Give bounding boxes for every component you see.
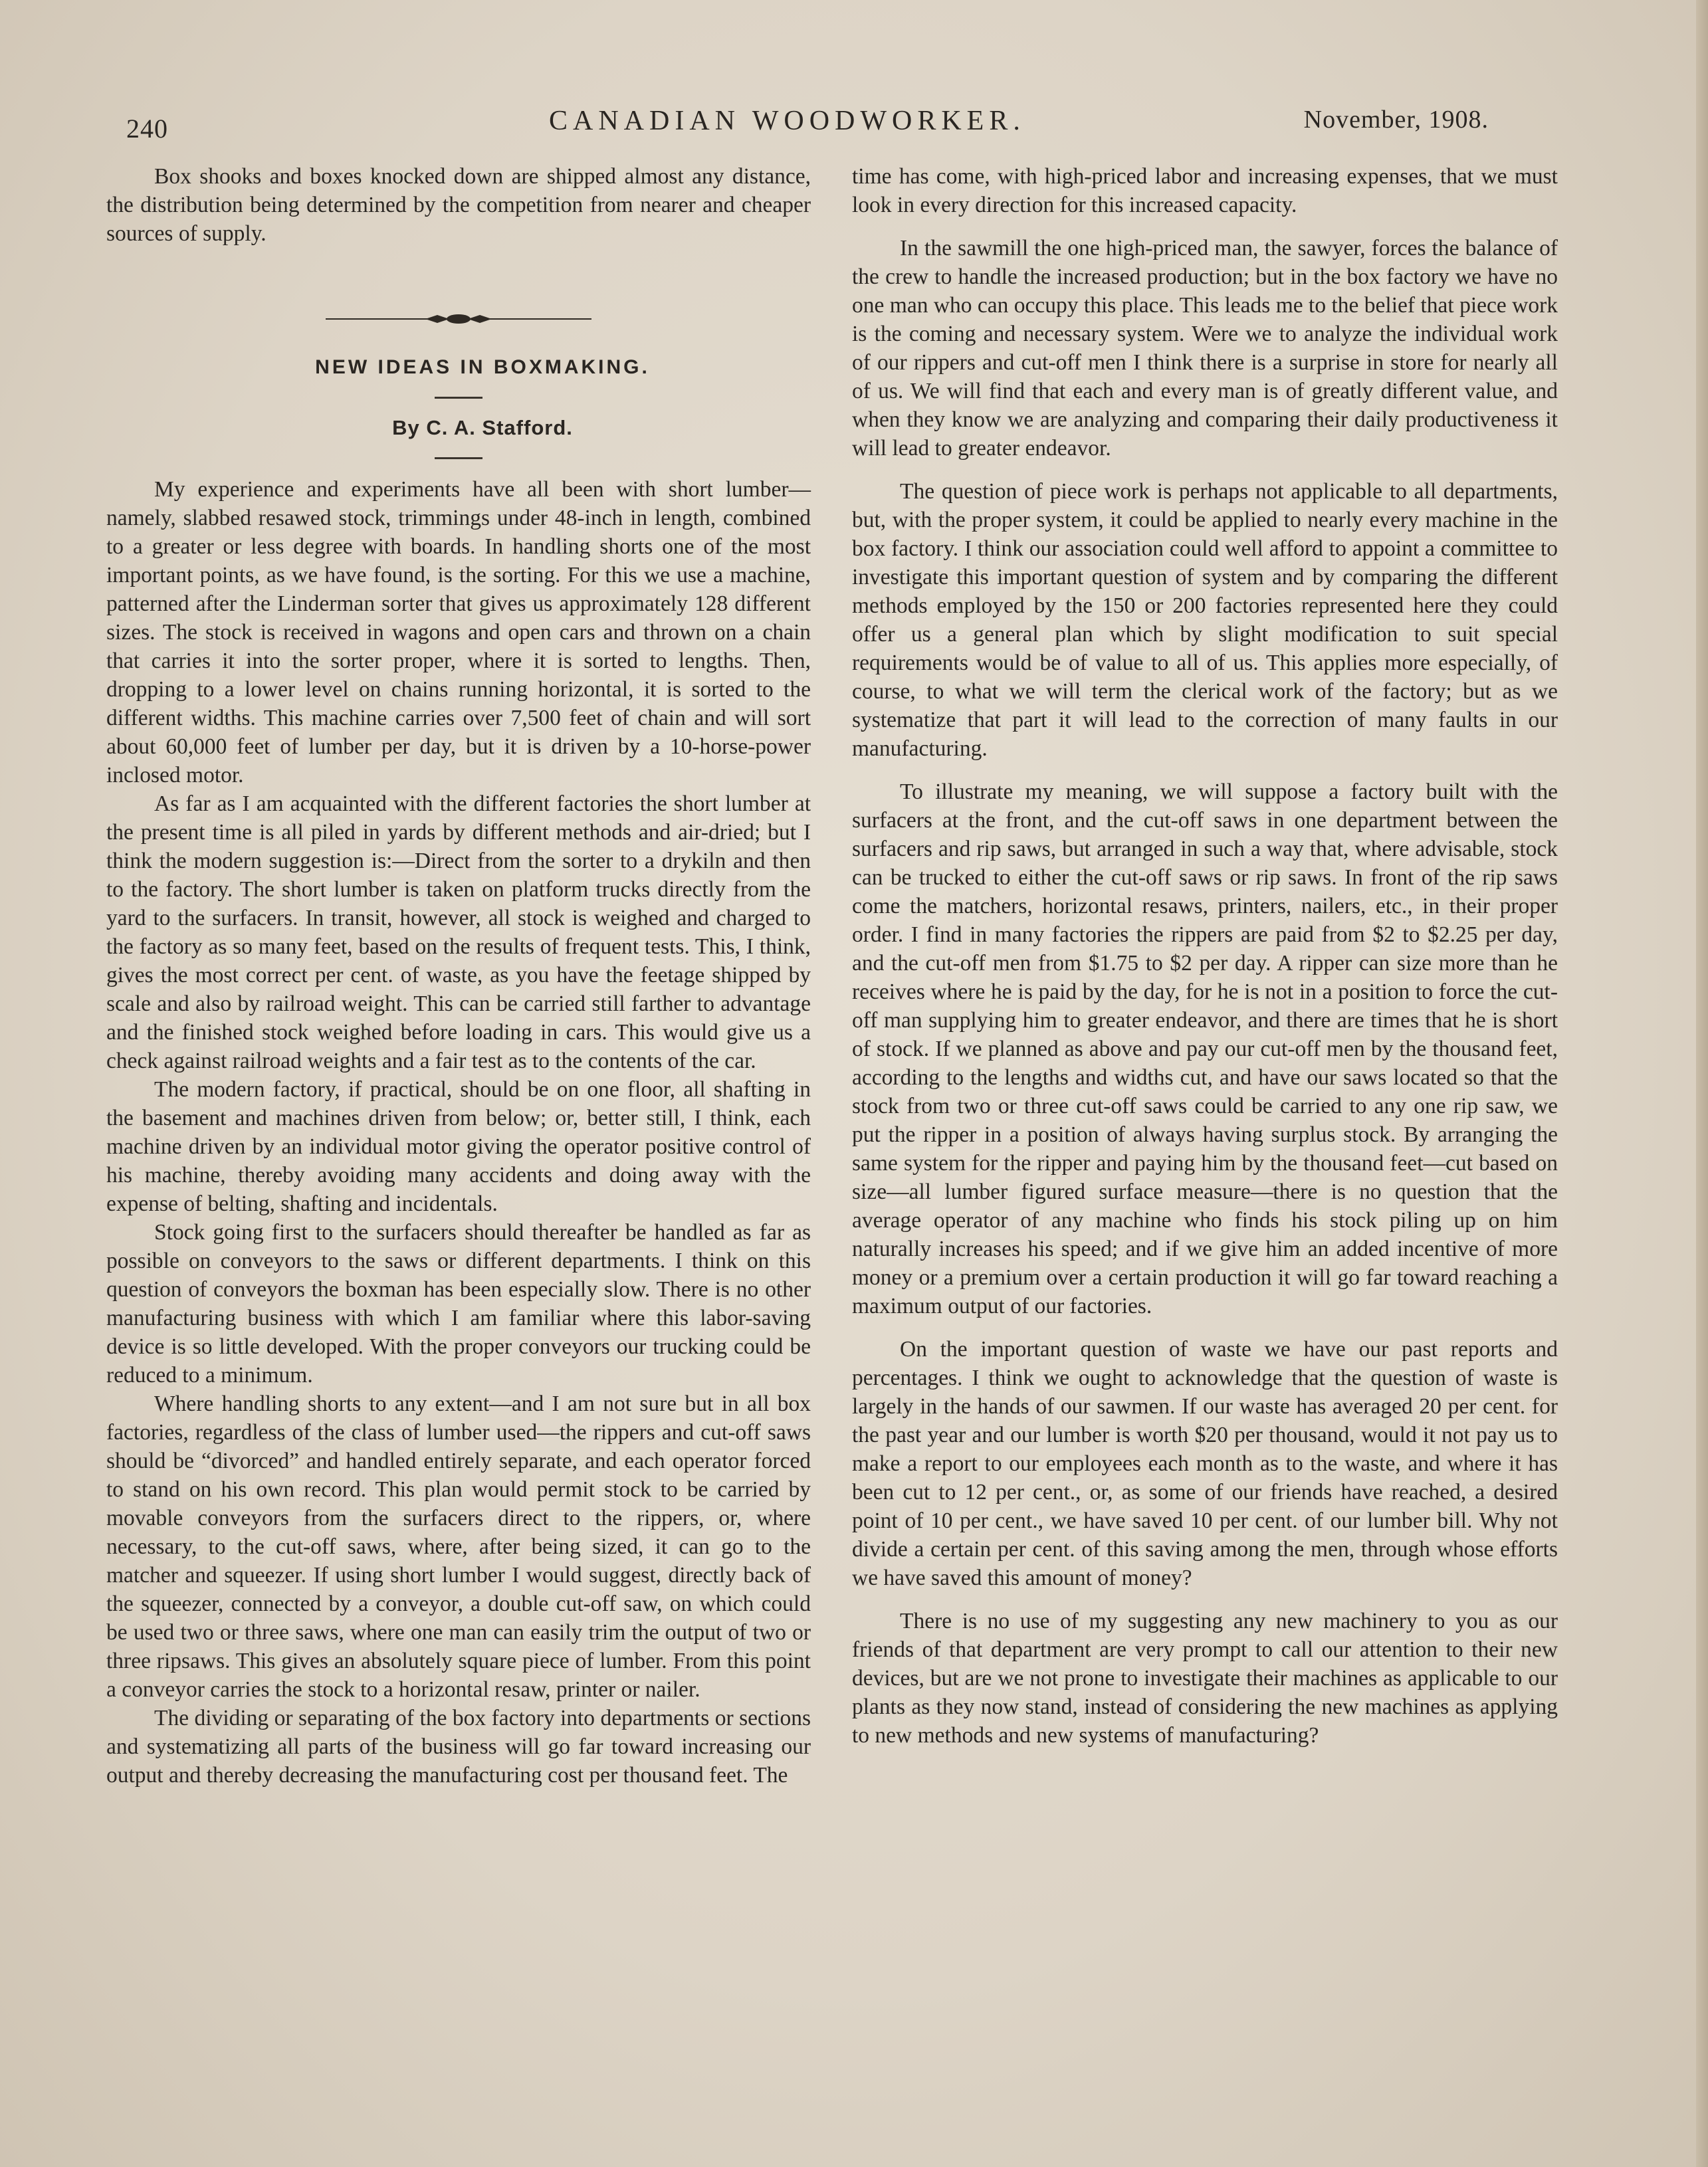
right-column — [852, 162, 1558, 1764]
body-paragraph: The modern factory, if practical, should be on one floor, all shafting in the basement and machines driven from below; or, better still, I think, each machine driven by an individual motor giving the operator positive control of his machine, thereby avoiding many accidents and doing away with the expense of belting, shafting and incidentals. — [106, 1077, 811, 1216]
left-column — [106, 162, 811, 1790]
body-paragraph: time has come, with high-priced labor and increasing expenses, that we must look in every direction for this increased capacity. — [852, 164, 1558, 217]
title-rule — [435, 397, 482, 399]
article-byline: By C. A. Stafford. — [392, 416, 573, 439]
body-paragraph: On the important question of waste we have our past reports and percentages. I think we ought to acknowledge that the question of waste is largely in the hands of our sawmen. If our waste has averaged 20 per cent. for the past year and our lumber is worth $20 per thousand, would it not pay us to make a report to our employees each month as to the waste, and where it has been cut to 12 per cent., or, as some of our friends have reached, a desired point of 10 per cent., we have saved 10 per cent. of our lumber bill. Why not divide a certain per cent. of this saving among the men, through whose efforts we have saved this amount of money? — [852, 1337, 1558, 1590]
body-paragraph: Where handling shorts to any extent—and I am not sure but in all box factories, regardless of the class of lumber used—the rippers and cut-off saws should be “divorced” and handled entirely separate, and each operator forced to stand on his own record. This plan would permit stock to be carried by movable conveyors from the surfacers direct to the rippers, or, where necessary, to the cut-off saws, where, after being sized, it can go to the matcher and squeezer. If using short lumber I would suggest, directly back of the squeezer, connected by a conveyor, a double cut-off saw, on which could be used two or three saws, where one man can easily trim the output of two or three ripsaws. This gives an absolutely square piece of lumber. From this point a conveyor carries the stock to a horizontal resaw, printer or nailer. — [106, 1392, 811, 1702]
byline-rule — [435, 457, 482, 459]
body-paragraph: Stock going first to the surfacers should thereafter be handled as far as possible on conveyors to the saws or different departments. I think on this question of conveyors the boxman has been especially slow. There is no other manufacturing business with which I am familiar where this labor-saving device is so little developed. With the proper conveyors our trucking could be reduced to a minimum. — [106, 1220, 811, 1388]
journal-title: CANADIAN WOODWORKER. — [549, 106, 1025, 136]
article-title: NEW IDEAS IN BOXMAKING. — [315, 356, 650, 378]
running-header — [126, 101, 1509, 144]
page-edge — [1696, 0, 1708, 2167]
body-paragraph: The dividing or separating of the box factory into departments or sections and systematizing all parts of the business will go far toward increasing our output and thereby decreasing the manufacturing cost per thousand feet. The — [106, 1706, 811, 1788]
issue-date: November, 1908. — [1303, 106, 1489, 134]
body-paragraph: My experience and experiments have all been with short lumber—namely, slabbed resawed stock, trimmings under 48-inch in length, combined to a greater or less degree with boards. In handling shorts one of the most important points, as we have found, is the sorting. For this we use a machine, patterned after the Linderman sorter that gives us approximately 128 different sizes. The stock is received in wagons and open cars and thrown on a chain that carries it into the sorter proper, where it is sorted to lengths. Then, dropping to a lower level on chains running horizontal, it is sorted to the different widths. This machine carries over 7,500 feet of chain and will sort about 60,000 feet of lumber per day, but it is driven by a 10-horse-power inclosed motor. — [106, 477, 811, 787]
ornament-divider — [326, 309, 591, 329]
body-paragraph: To illustrate my meaning, we will suppose a factory built with the surfacers at the front, and the cut-off saws in one department between the surfacers and rip saws, but arranged in such a way that, where advisable, stock can be trucked to either the cut-off saws or rip saws. In front of the rip saws come the matchers, horizontal resaws, printers, nailers, etc., in their proper order. I find in many factories the rippers are paid from $2 to $2.25 per day, and the cut-off men from $1.75 to $2 per day. A ripper can size more than he receives where he is paid by the day, for he is not in a position to force the cut-off man supplying him to greater endeavor, and there are times that he is short of stock. If we planned as above and pay our cut-off men by the thousand feet, according to the lengths and widths cut, and have our saws located so that the stock from two or three cut-off saws could be carried to any one rip saw, we put the ripper in a position of always having surplus stock. By arranging the same system for the ripper and paying him by the thousand feet—cut based on size—all lumber figured surface measure—there is no question that the average operator of any machine who finds his stock piling up on him naturally increases his speed; and if we give him an added incentive of more money or a premium over a certain production it will go far toward reaching a maximum output of our factories. — [852, 779, 1558, 1318]
body-paragraph: The question of piece work is perhaps not applicable to all departments, but, with the proper system, it could be applied to nearly every machine in the box factory. I think our association could well afford to appoint a committee to investigate this important question of system and by comparing the different methods employed by the 150 or 200 factories represented here they could offer us a general plan which by slight modification to suit special requirements would be of value to all of us. This applies more especially, of course, to what we will term the clerical work of the factory; but as we systematize that part it will lead to the correction of many faults in our manufacturing. — [852, 479, 1558, 761]
body-paragraph: As far as I am acquainted with the different factories the short lumber at the present time is all piled in yards by different methods and air-dried; but I think the modern suggestion is:—Direct from the sorter to a drykiln and then to the factory. The short lumber is taken on platform trucks directly from the yard to the surfacers. In transit, however, all stock is weighed and charged to the factory as so many feet, based on the results of frequent tests. This, I think, gives the most correct per cent. of waste, as you have the feetage shipped by scale and also by railroad weight. This can be carried still farther to advantage and the finished stock weighed before loading in cars. This would give us a check against railroad weights and a fair test as to the contents of the car. — [106, 791, 811, 1073]
body-paragraph: In the sawmill the one high-priced man, the sawyer, forces the balance of the crew to handle the increased production; but in the box factory we have no one man who can occupy this place. This leads me to the belief that piece work is the coming and necessary system. Were we to analyze the individual work of our rippers and cut-off men I think there is a surprise in store for nearly all of us. We will find that each and every man is of greatly different value, and when they know we are analyzing and comparing their daily productiveness it will lead to greater endeavor. — [852, 236, 1558, 461]
body-paragraph: There is no use of my suggesting any new machinery to you as our friends of that department are very prompt to call our attention to their new devices, but are we not prone to investigate their machines as applicable to our plants as they now stand, instead of considering the new machines as applying to new methods and new systems of manufacturing? — [852, 1609, 1558, 1748]
page-number: 240 — [126, 114, 168, 144]
intro-paragraph: Box shooks and boxes knocked down are shipped almost any distance, the distribution being determined by the competition from nearer and cheaper sources of supply. — [106, 164, 811, 246]
